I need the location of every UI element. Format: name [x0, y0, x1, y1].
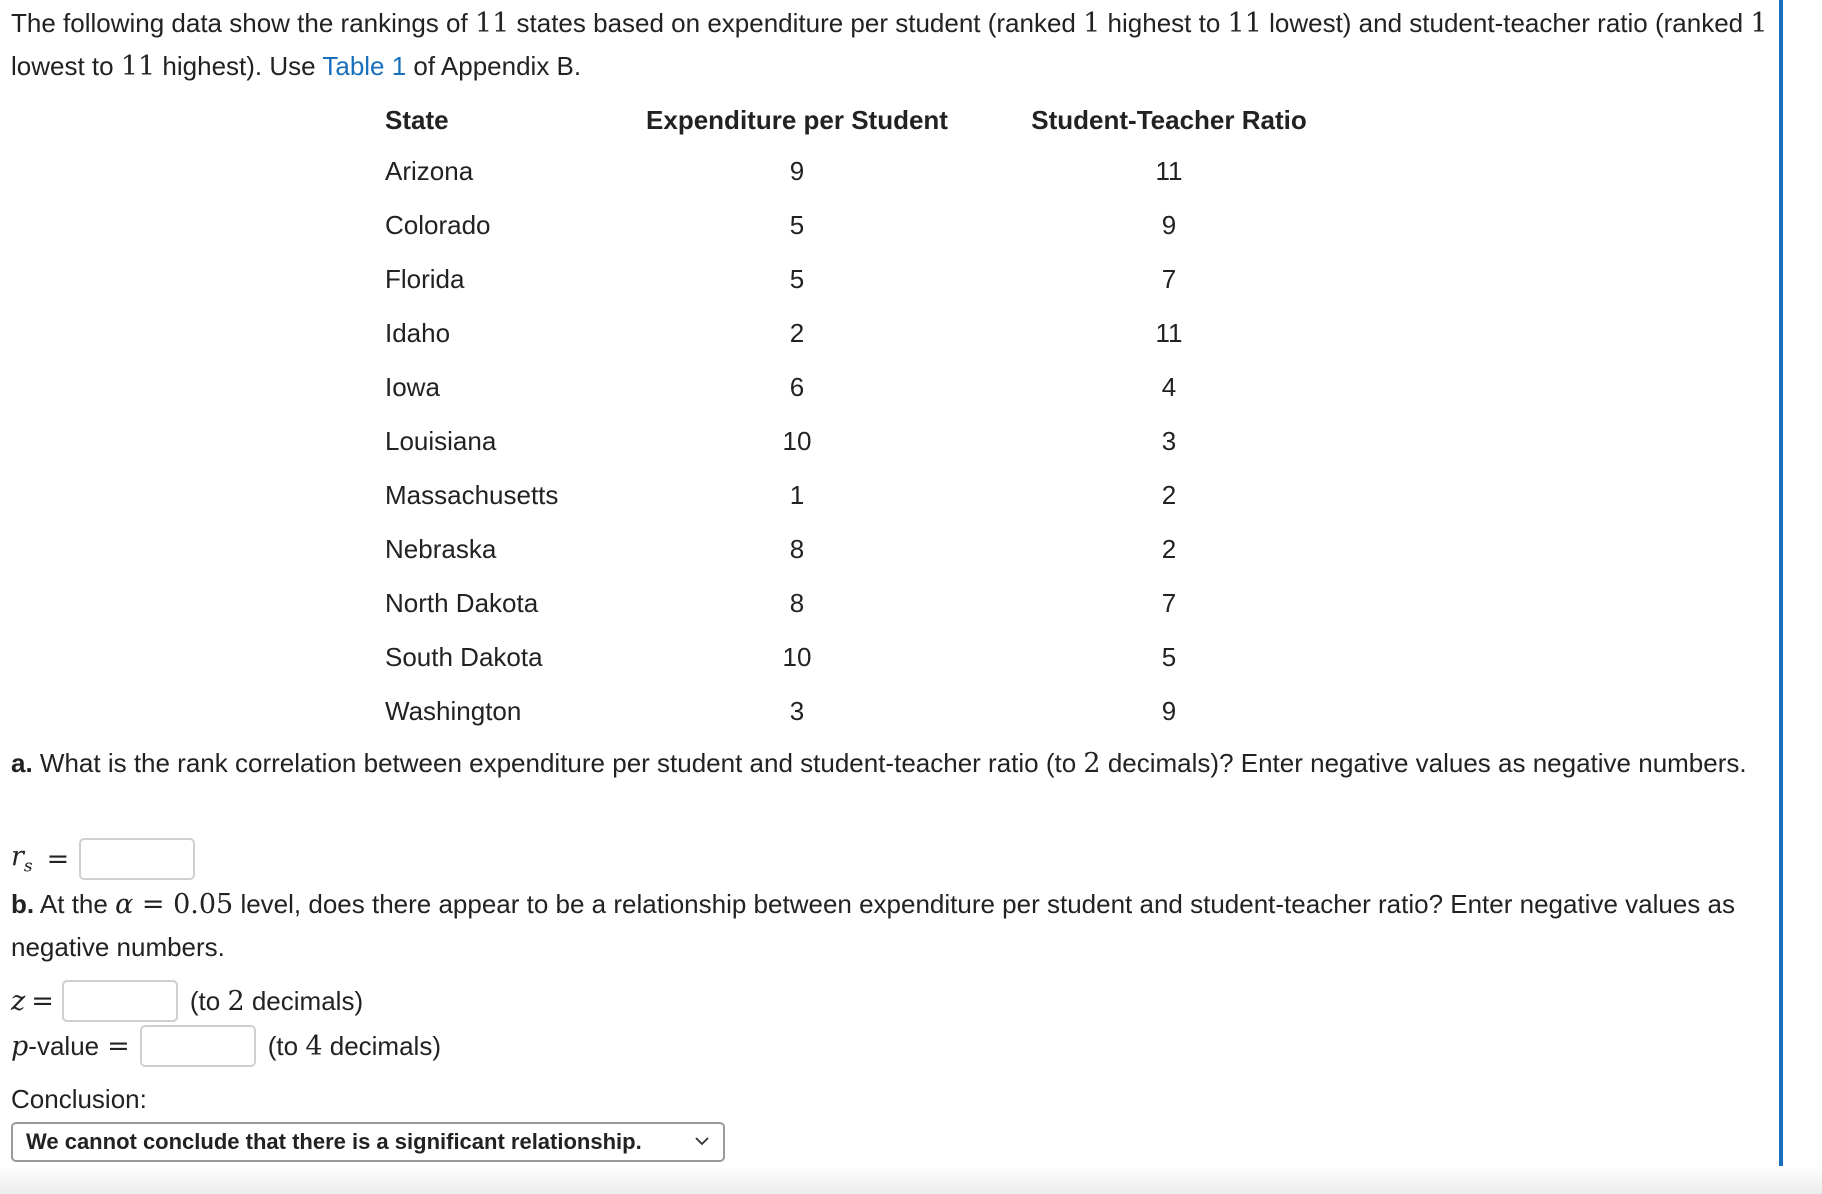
state-cell: Arizona: [385, 155, 474, 186]
table-row: [385, 252, 1329, 306]
expenditure-cell: 1: [789, 479, 805, 510]
column-header-ratio: Student-Teacher Ratio: [1031, 104, 1307, 135]
table-row: [385, 576, 1329, 630]
ratio-cell: 2: [1161, 479, 1177, 510]
ratio-cell: 11: [1155, 155, 1183, 186]
z-symbol: z: [11, 985, 26, 1017]
ratio-cell: 3: [1161, 425, 1177, 456]
expenditure-cell: 8: [789, 533, 805, 564]
table-row: [385, 306, 1329, 360]
z-answer-row: z = (to 2 decimals): [11, 980, 363, 1022]
table-row: [385, 630, 1329, 684]
expenditure-cell: 3: [789, 695, 805, 726]
rs-symbol: $r_s$: [11, 841, 33, 877]
p-value-answer-row: p -value = (to 4 decimals): [11, 1025, 441, 1067]
rs-answer-row: $r_s$ =: [11, 838, 195, 880]
z-input[interactable]: [62, 980, 178, 1022]
expenditure-cell: 9: [789, 155, 805, 186]
part-b-question: b. At the α = 0.05 level, does there appear to be a relationship between expenditure per student and student-teacher ratio? Enter negative values as negative numbers.: [11, 889, 1735, 962]
expenditure-cell: 10: [782, 641, 812, 672]
ratio-cell: 11: [1155, 317, 1183, 348]
question-content: [11, 0, 1771, 88]
table-header-row: [385, 96, 1329, 144]
z-precision-note: (to 2 decimals): [189, 985, 364, 1017]
table-row: [385, 414, 1329, 468]
state-cell: Nebraska: [385, 533, 497, 564]
column-header-expenditure: Expenditure per Student: [646, 104, 948, 135]
ratio-cell: 7: [1161, 587, 1177, 618]
table-row: [385, 522, 1329, 576]
expenditure-cell: 6: [789, 371, 805, 402]
rs-input[interactable]: [79, 838, 195, 880]
expenditure-cell: 5: [789, 209, 805, 240]
ratio-cell: 9: [1161, 695, 1177, 726]
ratio-cell: 4: [1161, 371, 1177, 402]
conclusion-select[interactable]: [11, 1122, 725, 1162]
table-row: [385, 144, 1329, 198]
state-cell: Massachusetts: [385, 479, 559, 510]
intro-text: The following data show the rankings of 11 states based on expenditure per student (ranked 1 highest to 11 lowest) and student-teacher ratio (ranked 1 lowest to 11 highest). Use Table 1 of Appendix B.: [11, 8, 1768, 82]
state-cell: Florida: [385, 263, 465, 294]
table-row: [385, 468, 1329, 522]
p-value-input[interactable]: [140, 1025, 256, 1067]
chevron-down-icon: [693, 1132, 711, 1150]
ratio-cell: 9: [1161, 209, 1177, 240]
rankings-table: [385, 96, 1329, 738]
table-row: [385, 684, 1329, 738]
state-cell: Idaho: [385, 317, 451, 348]
expenditure-cell: 5: [789, 263, 805, 294]
ratio-cell: 5: [1161, 641, 1177, 672]
p-symbol: p: [11, 1030, 29, 1062]
right-accent-bar: [1779, 0, 1783, 1184]
state-cell: South Dakota: [385, 641, 543, 672]
conclusion-label: Conclusion:: [11, 1084, 147, 1114]
table-row: [385, 198, 1329, 252]
ratio-cell: 7: [1161, 263, 1177, 294]
state-cell: Colorado: [385, 209, 491, 240]
ratio-cell: 2: [1161, 533, 1177, 564]
expenditure-cell: 10: [782, 425, 812, 456]
state-cell: Washington: [385, 695, 522, 726]
bottom-shade: [0, 1166, 1822, 1194]
state-cell: Iowa: [385, 371, 440, 402]
p-precision-note: (to 4 decimals): [267, 1030, 441, 1062]
expenditure-cell: 2: [789, 317, 805, 348]
p-value-label: -value: [28, 1030, 100, 1061]
state-cell: Louisiana: [385, 425, 497, 456]
column-header-state: State: [385, 104, 449, 135]
state-cell: North Dakota: [385, 587, 539, 618]
part-a-question: a. What is the rank correlation between expenditure per student and student-teacher ratio (to 2 decimals)? Enter negative values as negative numbers.: [11, 748, 1747, 779]
conclusion-selected-value: We cannot conclude that there is a significant relationship.: [26, 1129, 642, 1154]
table-row: [385, 360, 1329, 414]
expenditure-cell: 8: [789, 587, 805, 618]
table-1-link[interactable]: Table 1: [322, 51, 407, 81]
